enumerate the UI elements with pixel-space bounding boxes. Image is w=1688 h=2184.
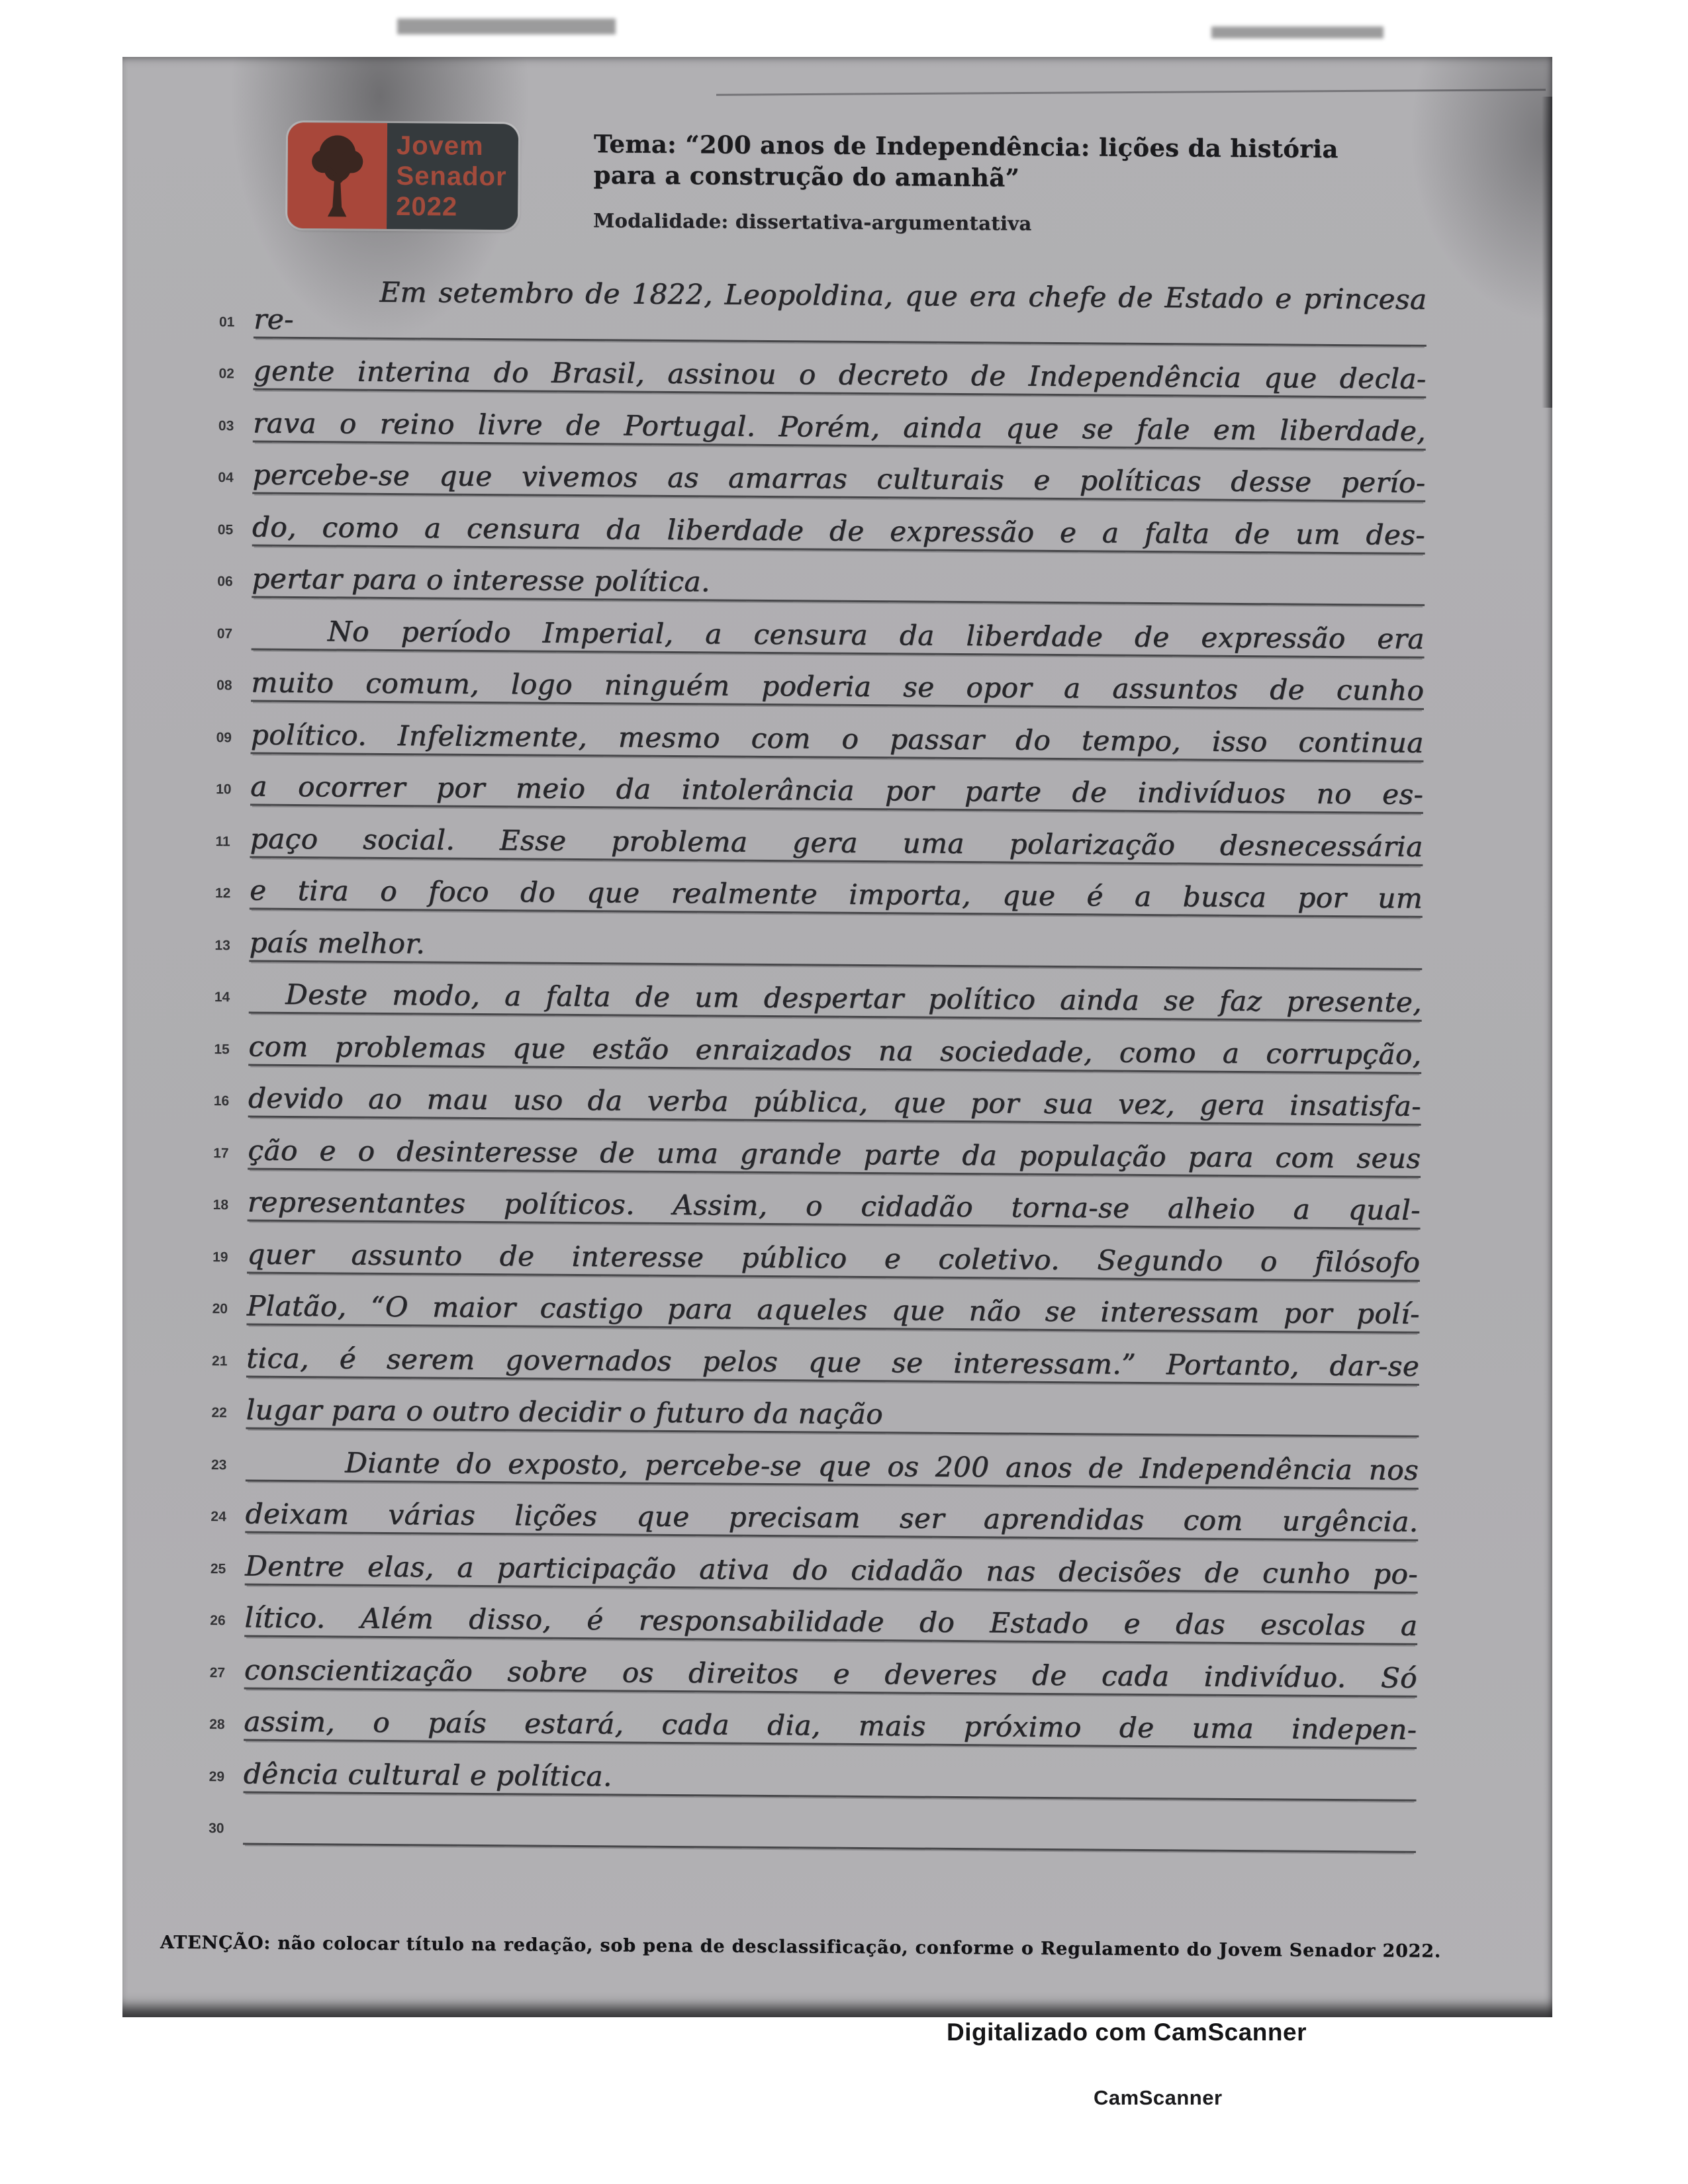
scanned-essay-sheet: [122, 57, 1552, 2017]
line-handwritten-text: Platão, “O maior castigo para aqueles que não se interessam por polí-: [246, 1289, 1420, 1330]
line-handwritten-text: país melhor.: [249, 926, 426, 960]
line-number: 18: [212, 1197, 229, 1213]
line-handwritten-text: Deste modo, a falta de um despertar político ainda se faz presente,: [285, 978, 1423, 1019]
line-number: 22: [211, 1405, 227, 1421]
line-number: 20: [212, 1301, 228, 1317]
line-handwritten-text: gente interina do Brasil, assinou o decreto de Independência que decla-: [253, 354, 1427, 395]
tema-line2: para a construção do amanhã”: [593, 160, 1020, 193]
line-handwritten-text: lugar para o outro decidir o futuro da nação: [246, 1393, 884, 1431]
essay-lines: [209, 275, 1427, 1853]
line-number: 23: [211, 1457, 227, 1473]
logo-name-line3: 2022: [396, 192, 458, 222]
line-handwritten-text: rava o reino livre de Portugal. Porém, ainda que se fale em liberdade,: [252, 406, 1427, 447]
line-number: 14: [214, 989, 230, 1005]
logo-red-panel: [287, 122, 387, 229]
line-handwritten-text: ção e o desinteresse de uma grande parte da população para com seus: [248, 1134, 1421, 1175]
line-handwritten-text: Diante do exposto, percebe-se que os 200 anos de Independência nos: [344, 1446, 1419, 1486]
sheet-content: [122, 57, 1552, 2017]
line-number: 29: [209, 1768, 225, 1784]
camscanner-brand-label: CamScanner: [1094, 2086, 1223, 2109]
line-number: 15: [214, 1041, 230, 1057]
line-number: 21: [212, 1353, 228, 1369]
line-number: 05: [217, 522, 234, 537]
line-handwritten-text: tica, é serem governados pelos que se interessam.” Portanto, dar-se: [246, 1342, 1420, 1383]
line-handwritten-text: dência cultural e política.: [243, 1756, 612, 1792]
tema-line1: Tema: “200 anos de Independência: lições da história: [593, 129, 1338, 163]
camscanner-digitized-label: Digitalizado com CamScanner: [947, 2019, 1307, 2046]
line-number: 17: [213, 1145, 229, 1161]
line-handwritten-text: lítico. Além disso, é responsabilidade do Estado e das escolas a: [244, 1601, 1418, 1642]
line-number: 09: [216, 729, 232, 745]
line-number: 26: [210, 1613, 226, 1629]
line-number: 04: [218, 470, 234, 486]
line-number: 28: [209, 1717, 225, 1733]
line-handwritten-text: [243, 1839, 1416, 1850]
line-handwritten-text: muito comum, logo ninguém poderia se opor a assuntos de cunho: [251, 666, 1425, 707]
line-number: 19: [212, 1249, 228, 1265]
line-number: 10: [216, 782, 232, 797]
line-number: 02: [218, 366, 234, 382]
jovem-senador-logo: [287, 122, 518, 230]
line-number: 24: [211, 1509, 226, 1525]
line-number: 08: [216, 678, 232, 694]
line-number: 06: [217, 574, 233, 590]
line-rule: [254, 277, 1427, 346]
line-number: 12: [214, 886, 231, 901]
line-handwritten-text: No período Imperial, a censura da liberdade de expressão era: [327, 614, 1425, 655]
line-handwritten-text: assim, o país estará, cada dia, mais próximo de uma indepen-: [244, 1705, 1417, 1746]
printed-header: [593, 128, 1454, 238]
line-handwritten-text: e tira o foco do que realmente importa, que é a busca por um: [249, 874, 1423, 915]
line-number: 30: [209, 1821, 224, 1837]
modalidade-label: Modalidade: dissertativa-argumentativa: [593, 209, 1032, 235]
line-number: 07: [216, 625, 233, 641]
line-handwritten-text: Em setembro de 1822, Leopoldina, que era chefe de Estado e princesa re-: [253, 275, 1427, 336]
line-number: 27: [209, 1664, 226, 1680]
footer-warning: ATENÇÃO: não colocar título na redação, sob pena de desclassificação, conforme o Regulamento do Jovem Senador 2022.: [160, 1932, 1442, 1962]
line-handwritten-text: pertar para o interesse política.: [252, 562, 710, 598]
line-handwritten-text: conscientização sobre os direitos e deveres de cada indivíduo. Só: [244, 1653, 1417, 1694]
line-handwritten-text: Dentre elas, a participação ativa do cidadão nas decisões de cunho po-: [244, 1549, 1419, 1590]
logo-name-line2: Senador: [396, 161, 507, 192]
tree-icon: [301, 130, 373, 222]
line-handwritten-text: representantes políticos. Assim, o cidadão torna-se alheio a qual-: [247, 1185, 1421, 1226]
line-handwritten-text: percebe-se que vivemos as amarras culturais e políticas desse perío-: [252, 458, 1426, 499]
scan-smudge-artifact: [397, 19, 616, 34]
logo-dark-panel: [387, 123, 518, 230]
line-number: 13: [214, 937, 230, 953]
line-handwritten-text: devido ao mau uso da verba pública, que por sua vez, gera insatisfa-: [248, 1081, 1421, 1122]
line-handwritten-text: político. Infelizmente, mesmo com o passar do tempo, isso continua: [250, 718, 1424, 759]
line-handwritten-text: paço social. Esse problema gera uma polarização desnecessária: [250, 822, 1423, 863]
essay-line-row: [209, 1793, 1417, 1853]
line-handwritten-text: a ocorrer por meio da intolerância por parte de indivíduos no es-: [250, 770, 1424, 811]
line-number: 03: [218, 418, 234, 433]
line-number: 25: [210, 1561, 226, 1576]
line-number: 01: [218, 314, 235, 330]
line-handwritten-text: deixam várias lições que precisam ser aprendidas com urgência.: [245, 1497, 1419, 1538]
line-number: 16: [213, 1093, 230, 1109]
line-handwritten-text: com problemas que estão enraizados na sociedade, como a corrupção,: [248, 1030, 1422, 1071]
line-rule: [243, 1791, 1417, 1853]
line-handwritten-text: quer assunto de interesse público e coletivo. Segundo o filósofo: [247, 1238, 1421, 1279]
scan-smudge-artifact: [1211, 26, 1383, 38]
line-handwritten-text: do, como a censura da liberdade de expressão e a falta de um des-: [252, 510, 1426, 551]
line-number: 11: [215, 833, 230, 849]
logo-name-line1: Jovem: [396, 131, 484, 161]
